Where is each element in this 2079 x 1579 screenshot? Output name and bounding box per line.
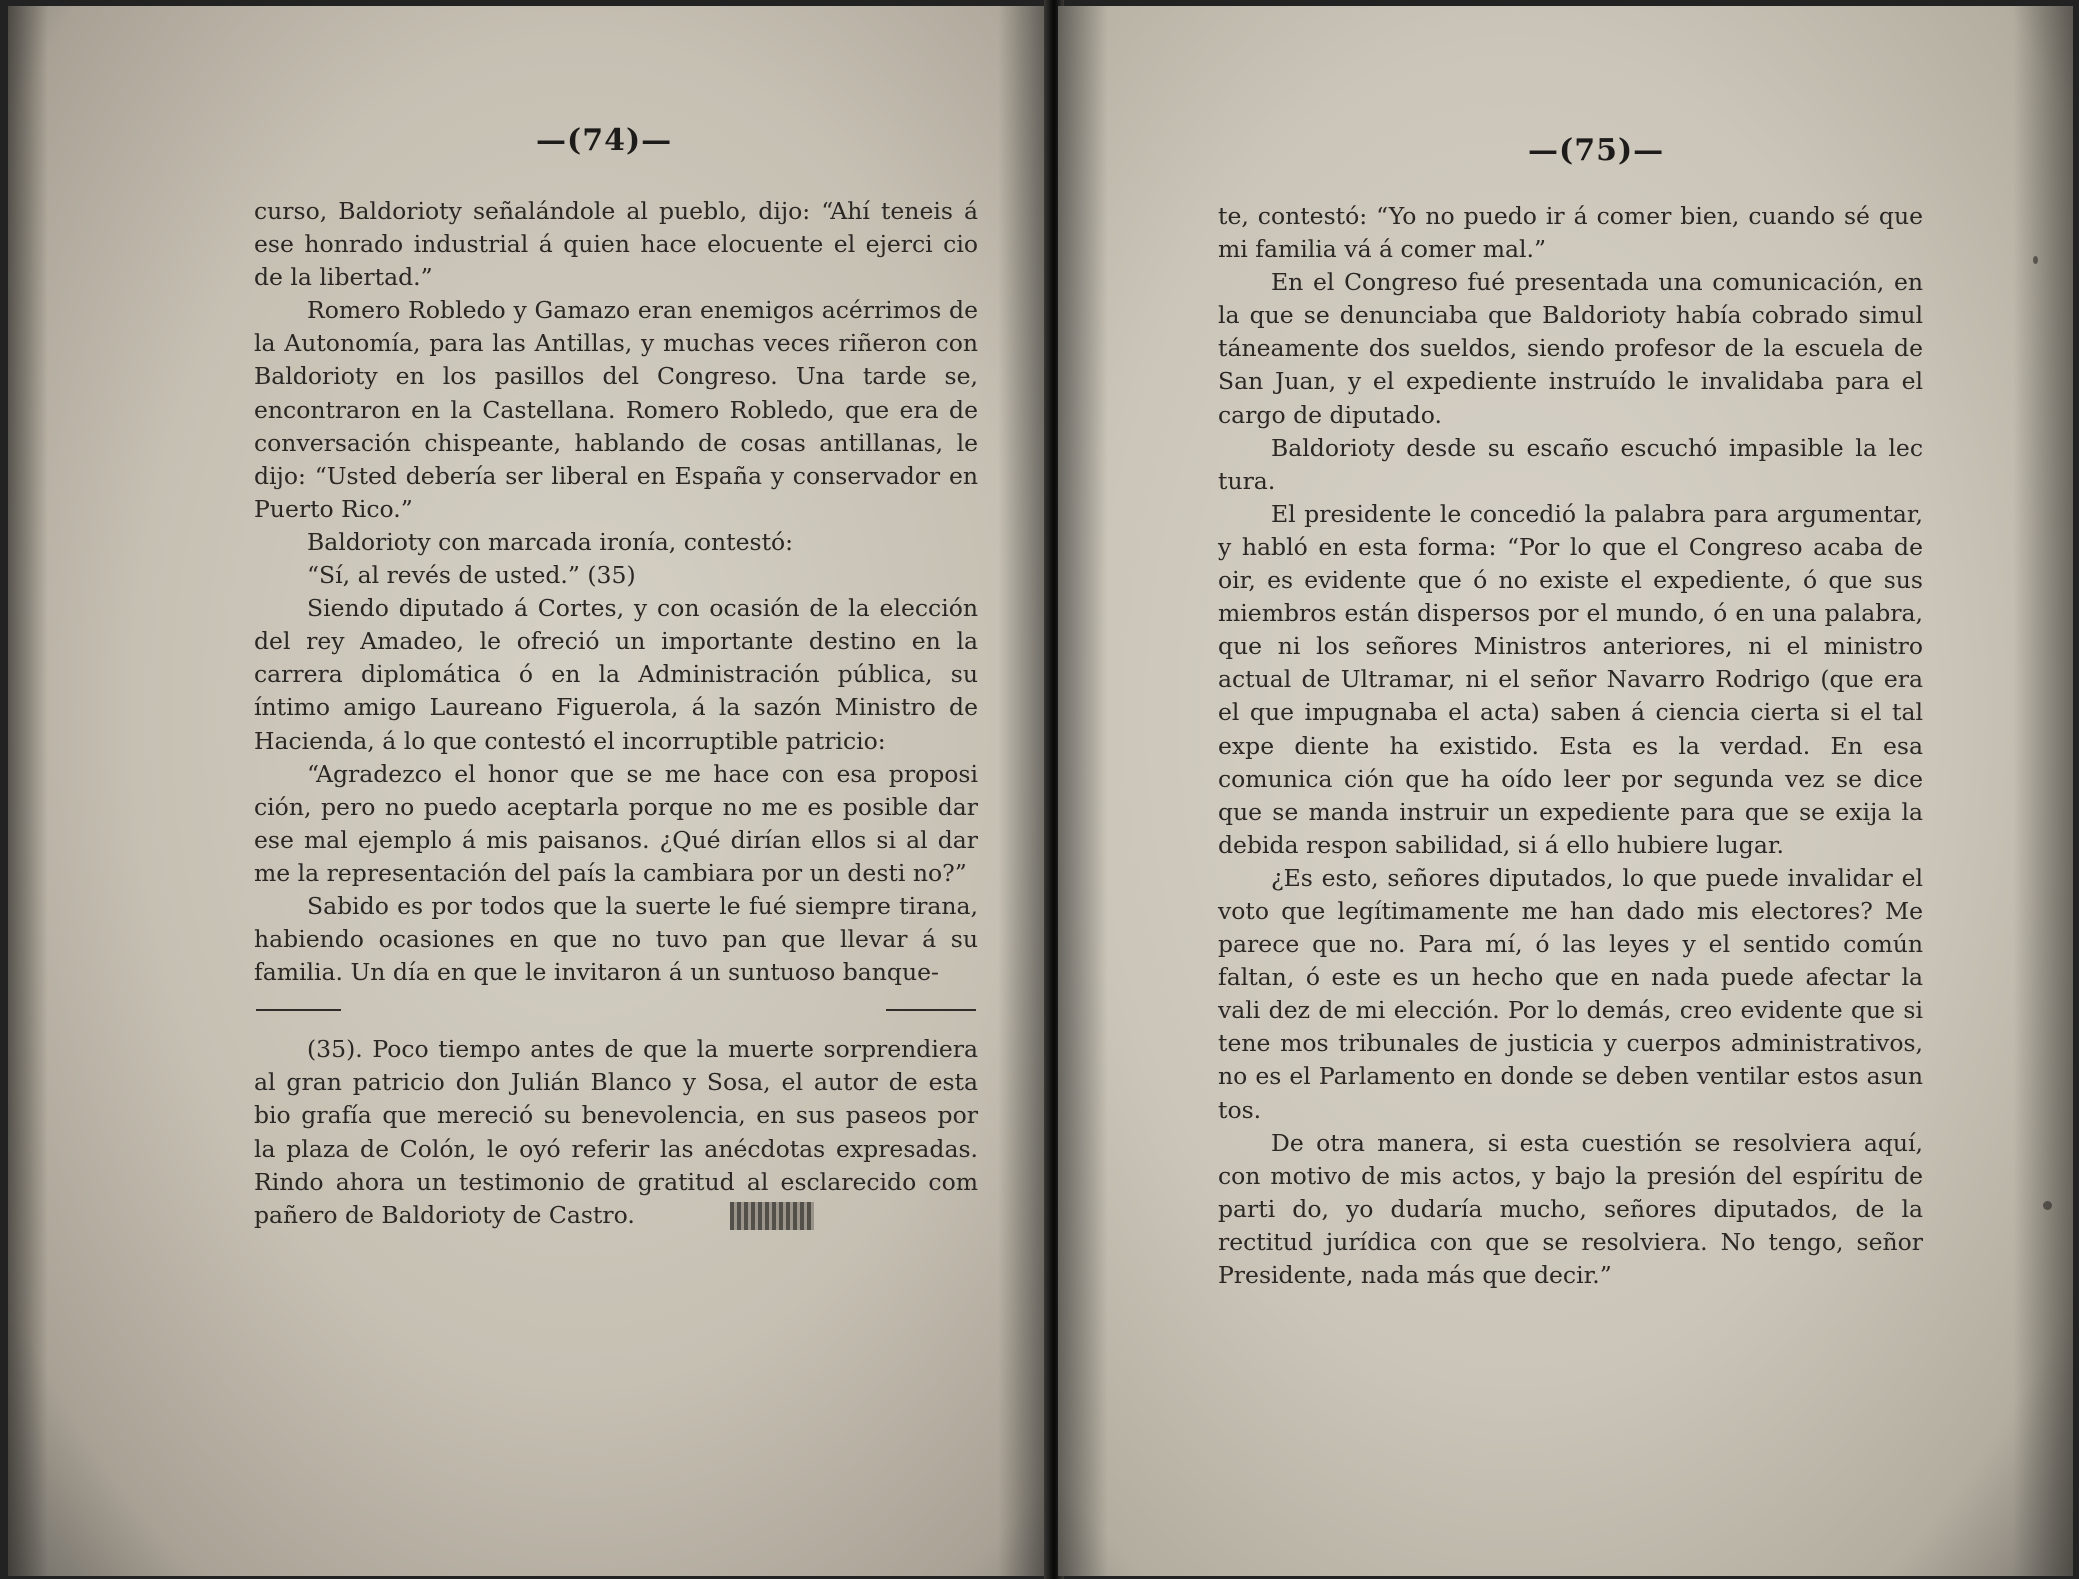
footnote-text: (35). Poco tiempo antes de que la muerte sorprendiera al gran patricio don Julián Blanco y Sosa, el autor de esta bio grafía que mereció su benevolencia, en sus paseos por la plaza de Colón, le oyó referir las anécdotas expresadas. Rindo ahora un testimonio de gratitud al esclarecido com pañero de Baldorioty de Castro. bbox=[254, 1035, 978, 1229]
page-edge-shadow bbox=[2013, 6, 2073, 1576]
rule-line bbox=[256, 1009, 341, 1011]
paragraph: curso, Baldorioty señalándole al pueblo, dijo: “Ahí teneis á ese honrado industrial á quien hace elocuente el ejerci cio de la libertad.” bbox=[254, 197, 978, 292]
paragraph: El presidente le concedió la palabra para argumentar, y habló en esta forma: “Por lo que el Congreso acaba de oir, es evidente que ó no existe el expediente, ó que sus miembros están dispersos por el mundo, ó en una palabra, que ni los señores Ministros anteriores, ni el ministro actual de Ultramar, ni el señor Navarro Rodrigo (que era el que impugnaba el acta) saben á ciencia cierta si el tal expe diente ha existido. Esta es la verdad. En esa comunica ción que ha oído leer por segunda vez se dice que se manda instruir un expediente para que se exija la debida respon sabilidad, si á ello hubiere lugar. bbox=[1218, 499, 1923, 859]
paragraph: “Agradezco el honor que se me hace con esa proposi ción, pero no puedo aceptarla porque no me es posible dar ese mal ejemplo á mis paisanos. ¿Qué dirían ellos si al dar me la representación del país la cambiara por un desti no?” bbox=[254, 759, 978, 887]
page-number: —(75)— bbox=[1528, 133, 1665, 168]
spine-shadow bbox=[1058, 6, 1108, 1576]
paragraph: Siendo diputado á Cortes, y con ocasión de la elección del rey Amadeo, le ofreció un importante destino en la carrera diplomática ó en la Administración pública, su íntimo amigo Laureano Figuerola, á la sazón Ministro de Hacienda, á lo que contestó el incorruptible patricio: bbox=[254, 594, 978, 755]
left-page bbox=[8, 6, 1048, 1576]
library-stamp bbox=[730, 1202, 814, 1230]
body-text bbox=[254, 195, 978, 1232]
paragraph: De otra manera, si esta cuestión se resolviera aquí, con motivo de mis actos, y bajo la presión del espíritu de parti do, yo dudaría mucho, señores diputados, de la rectitud jurídica con que se resolviera. No tengo, señor Presidente, nada más que decir.” bbox=[1218, 1128, 1923, 1289]
scan-speck bbox=[2033, 256, 2038, 264]
body-text bbox=[1218, 200, 1923, 1292]
spine-shadow bbox=[998, 6, 1048, 1576]
paragraph: te, contestó: “Yo no puedo ir á comer bien, cuando sé que mi familia vá á comer mal.” bbox=[1218, 202, 1923, 264]
paragraph: “Sí, al revés de usted.” (35) bbox=[307, 561, 636, 590]
page-number: —(74)— bbox=[536, 123, 673, 158]
scan-speck bbox=[2043, 1201, 2052, 1210]
right-page bbox=[1058, 6, 2073, 1576]
paragraph: Baldorioty desde su escaño escuchó impasible la lec tura. bbox=[1218, 433, 1923, 495]
footnote bbox=[254, 1033, 978, 1232]
page-edge-shadow bbox=[8, 6, 48, 1576]
paragraph: En el Congreso fué presentada una comunicación, en la que se denunciaba que Baldorioty había cobrado simul táneamente dos sueldos, siendo profesor de la escuela de San Juan, y el expediente instruído le invalidaba para el cargo de diputado. bbox=[1218, 268, 1923, 429]
paragraph: Sabido es por todos que la suerte le fué siempre tirana, habiendo ocasiones en que no tuvo pan que llevar á su familia. Un día en que le invitaron á un suntuoso banque- bbox=[254, 891, 978, 987]
footnote-separator bbox=[254, 989, 978, 1027]
paragraph: Romero Robledo y Gamazo eran enemigos acérrimos de la Autonomía, para las Antillas, y muchas veces riñeron con Baldorioty en los pasillos del Congreso. Una tarde se, encontraron en la Castellana. Romero Robledo, que era de conversación chispeante, hablando de cosas antillanas, le dijo: “Usted debería ser liberal en España y conservador en Puerto Rico.” bbox=[254, 296, 978, 523]
paragraph: ¿Es esto, señores diputados, lo que puede invalidar el voto que legítimamente me han dado mis electores? Me parece que no. Para mí, ó las leyes y el sentido común faltan, ó este es un hecho que en nada puede afectar la vali dez de mi elección. Por lo demás, creo evidente que si tene mos tribunales de justicia y cuerpos administrativos, no es el Parlamento en donde se deben ventilar estos asun tos. bbox=[1218, 863, 1923, 1124]
rule-line bbox=[886, 1009, 976, 1011]
paragraph: Baldorioty con marcada ironía, contestó: bbox=[307, 527, 794, 556]
